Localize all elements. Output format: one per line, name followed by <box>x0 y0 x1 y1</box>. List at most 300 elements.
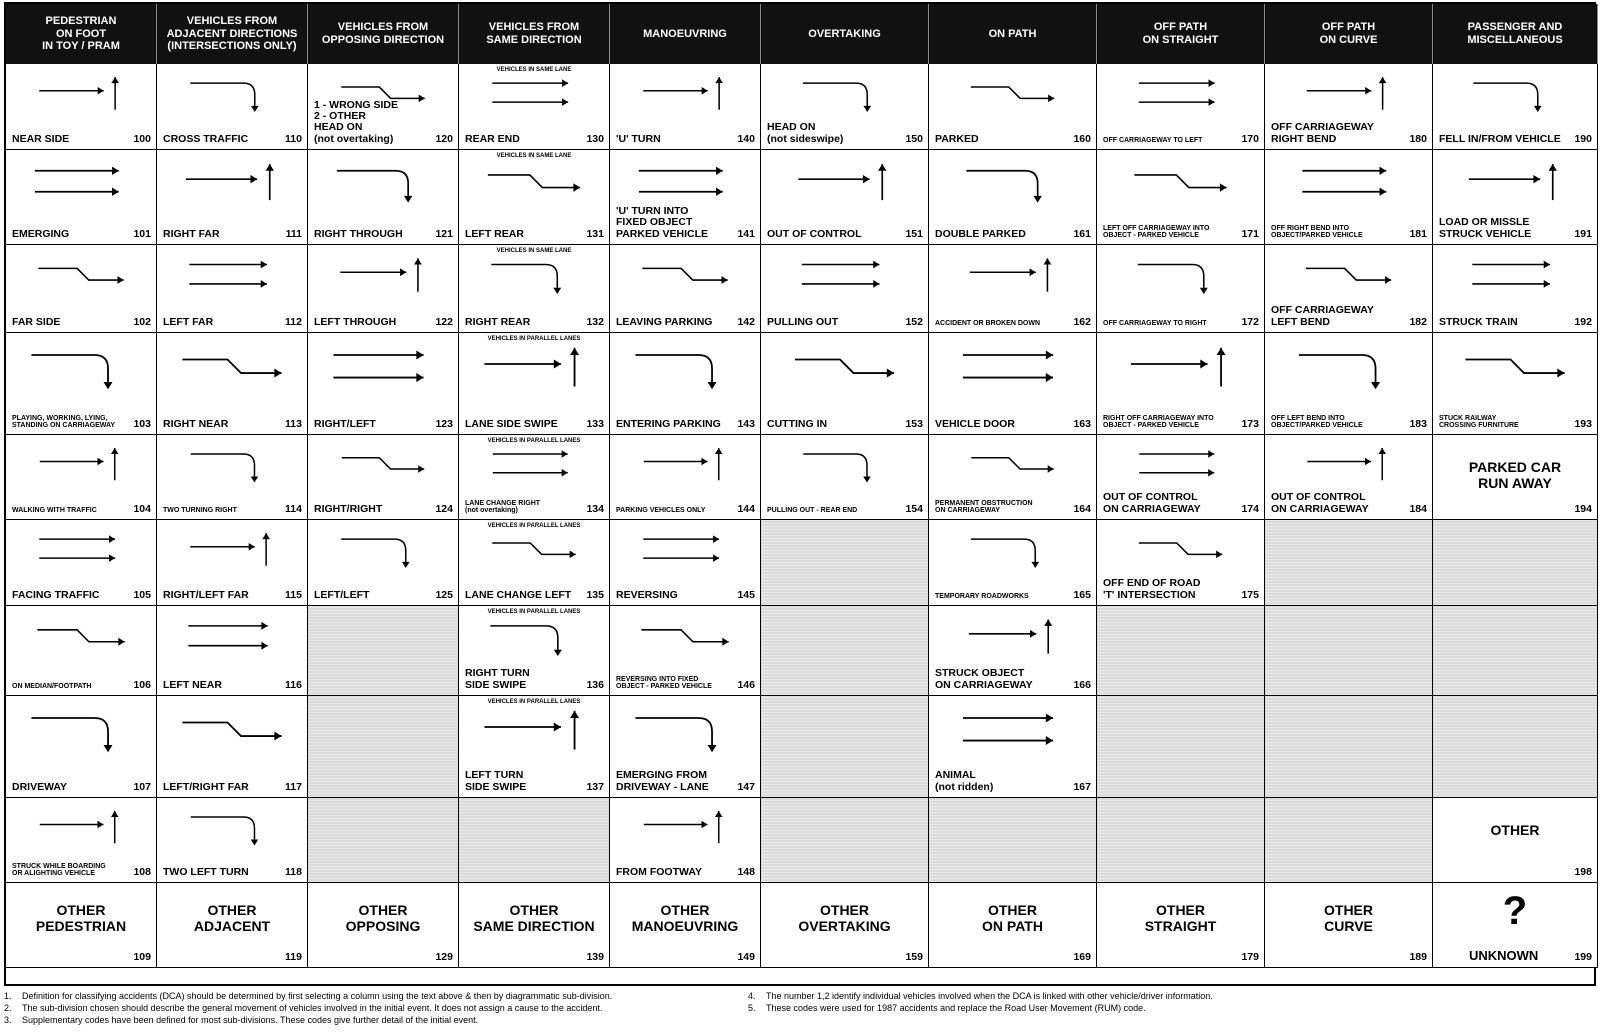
dca-code: 150 <box>905 133 923 145</box>
dca-label: OUT OF CONTROL ON CARRIAGEWAY <box>1103 491 1201 515</box>
dca-code: 148 <box>737 866 755 878</box>
movement-diagram-icon <box>465 68 603 117</box>
dca-code: 190 <box>1574 133 1592 145</box>
movement-diagram-icon <box>1103 337 1258 396</box>
dca-code: 153 <box>905 418 923 430</box>
movement-diagram-icon <box>12 439 150 488</box>
movement-diagram-icon <box>163 249 301 299</box>
movement-diagram-icon <box>1271 249 1426 299</box>
dca-code: 134 <box>586 503 604 515</box>
diagram-note: VEHICLES IN PARALLEL LANES <box>465 438 603 444</box>
movement-diagram-icon <box>12 337 150 396</box>
dca-code: 116 <box>285 679 302 691</box>
movement-diagram-icon <box>163 154 301 209</box>
movement-diagram-icon <box>12 700 150 759</box>
dca-code: 189 <box>1409 951 1427 963</box>
dca-label: TWO TURNING RIGHT <box>163 507 237 515</box>
dca-cell <box>6 883 157 968</box>
movement-diagram-icon <box>1271 68 1426 117</box>
empty-cell <box>1265 696 1433 798</box>
dca-cell <box>157 798 308 883</box>
dca-label: OTHER MANOEUVRING <box>631 901 739 934</box>
diagram-note: VEHICLES IN SAME LANE <box>465 67 603 73</box>
dca-label: PARKING VEHICLES ONLY <box>616 507 706 515</box>
dca-label: REAR END <box>465 132 520 145</box>
dca-label: OTHER PEDESTRIAN <box>35 901 127 934</box>
empty-cell <box>1265 798 1433 883</box>
movement-diagram-icon <box>935 337 1090 396</box>
empty-cell <box>459 798 610 883</box>
dca-cell <box>1097 150 1265 245</box>
column-header: ON PATH <box>929 4 1097 64</box>
dca-code: 122 <box>435 316 453 328</box>
movement-diagram-icon <box>935 154 1090 209</box>
dca-label: NEAR SIDE <box>12 132 70 145</box>
movement-diagram-icon <box>935 68 1090 117</box>
diagram-note: VEHICLES IN PARALLEL LANES <box>465 609 603 615</box>
dca-label: TEMPORARY ROADWORKS <box>935 593 1029 601</box>
dca-cell <box>1433 333 1598 435</box>
empty-cell <box>308 798 459 883</box>
diagram-note: VEHICLES IN PARALLEL LANES <box>465 336 603 342</box>
movement-diagram-icon <box>12 802 150 851</box>
dca-label: RIGHT/LEFT FAR <box>163 588 249 601</box>
dca-label: OFF CARRIAGEWAY LEFT BEND <box>1271 304 1374 328</box>
movement-diagram-icon <box>465 524 603 573</box>
diagram-note: VEHICLES IN SAME LANE <box>465 248 603 254</box>
movement-diagram-icon <box>1271 337 1426 396</box>
movement-diagram-icon <box>616 802 754 851</box>
dca-code: 108 <box>133 866 151 878</box>
dca-label: LEFT FAR <box>163 315 214 328</box>
dca-cell <box>1433 150 1598 245</box>
movement-diagram-icon <box>163 439 301 488</box>
movement-diagram-icon <box>616 337 754 396</box>
dca-code: 160 <box>1073 133 1091 145</box>
movement-diagram-icon <box>465 700 603 759</box>
dca-label: ACCIDENT OR BROKEN DOWN <box>935 320 1040 328</box>
dca-code: 137 <box>586 781 604 793</box>
dca-label: 1 - WRONG SIDE 2 - OTHER HEAD ON (not overtaking) <box>314 98 399 145</box>
dca-label: REVERSING INTO FIXED OBJECT - PARKED VEHICLE <box>616 675 712 691</box>
dca-code: 165 <box>1073 589 1091 601</box>
dca-code: 163 <box>1073 418 1091 430</box>
footnote-text: Definition for classifying accidents (DCA) should be determined by first selecting a column using the text above & then by diagrammatic sub-division. <box>22 991 613 1001</box>
movement-diagram-icon <box>314 439 452 488</box>
dca-code: 123 <box>435 418 453 430</box>
footnote-text: The sub-division chosen should describe the general movement of vehicles involved in the initial event. It does not assign a cause to the accident. <box>22 1003 603 1014</box>
column-header: OFF PATH ON CURVE <box>1265 4 1433 64</box>
dca-code: 166 <box>1073 679 1091 691</box>
dca-code: 102 <box>133 316 151 328</box>
dca-label: RIGHT FAR <box>163 227 220 240</box>
dca-cell <box>459 520 610 606</box>
dca-cell <box>6 333 157 435</box>
column-header: VEHICLES FROM OPPOSING DIRECTION <box>308 4 459 64</box>
dca-cell <box>610 606 761 696</box>
dca-code: 192 <box>1574 316 1592 328</box>
dca-label: DOUBLE PARKED <box>935 227 1026 240</box>
movement-diagram-icon <box>1439 154 1591 209</box>
dca-cell <box>929 333 1097 435</box>
dca-code: 140 <box>737 133 755 145</box>
dca-cell <box>6 150 157 245</box>
dca-label: RIGHT REAR <box>465 315 531 328</box>
footnote-text: These codes were used for 1987 accidents and replace the Road User Movement (RUM) code. <box>766 1003 1146 1014</box>
dca-cell <box>761 435 929 520</box>
dca-label: RIGHT THROUGH <box>314 227 403 240</box>
footnote <box>4 1014 739 1026</box>
movement-diagram-icon <box>767 439 922 488</box>
dca-cell <box>929 696 1097 798</box>
dca-cell <box>761 64 929 150</box>
dca-label: CROSS TRAFFIC <box>163 132 249 145</box>
movement-diagram-icon <box>616 249 754 299</box>
dca-cell <box>308 245 459 333</box>
dca-label: EMERGING FROM DRIVEWAY - LANE <box>616 769 709 793</box>
dca-cell <box>761 150 929 245</box>
dca-label: ENTERING PARKING <box>616 417 721 430</box>
dca-cell <box>1097 883 1265 968</box>
dca-label: ON MEDIAN/FOOTPATH <box>12 683 92 691</box>
dca-label: OFF END OF ROAD 'T' INTERSECTION <box>1103 577 1201 601</box>
dca-code: 103 <box>133 418 151 430</box>
movement-diagram-icon <box>12 68 150 117</box>
footnote-number: 4. <box>748 991 756 1001</box>
movement-diagram-icon <box>767 249 922 299</box>
movement-diagram-icon <box>163 524 301 573</box>
dca-code: 143 <box>737 418 755 430</box>
movement-diagram-icon <box>935 700 1090 759</box>
dca-code: 147 <box>737 781 755 793</box>
dca-code: 172 <box>1241 316 1259 328</box>
empty-cell <box>1097 696 1265 798</box>
movement-diagram-icon <box>314 249 452 299</box>
dca-cell <box>1265 333 1433 435</box>
footnote <box>748 1002 1588 1014</box>
footnote-number: 5. <box>748 1003 756 1014</box>
movement-diagram-icon <box>163 68 301 117</box>
movement-diagram-icon <box>1103 249 1258 299</box>
dca-label: LEFT/RIGHT FAR <box>163 780 249 793</box>
movement-diagram-icon <box>1103 524 1258 573</box>
dca-cell <box>929 520 1097 606</box>
movement-diagram-icon <box>12 610 150 662</box>
movement-diagram-icon <box>1439 68 1591 117</box>
dca-code: 119 <box>285 951 302 963</box>
dca-cell <box>610 245 761 333</box>
dca-code: 171 <box>1241 228 1259 240</box>
dca-cell <box>1433 245 1598 333</box>
dca-cell <box>929 150 1097 245</box>
dca-cell <box>157 520 308 606</box>
dca-cell <box>610 150 761 245</box>
dca-code: 129 <box>435 951 453 963</box>
column-header: VEHICLES FROM ADJACENT DIRECTIONS (INTERSECTIONS ONLY) <box>157 4 308 64</box>
dca-label: FELL IN/FROM VEHICLE <box>1439 132 1561 145</box>
dca-label: LANE CHANGE RIGHT (not overtaking) <box>465 499 541 515</box>
dca-code: 139 <box>586 951 604 963</box>
dca-cell <box>929 606 1097 696</box>
dca-cell <box>308 64 459 150</box>
column-header: VEHICLES FROM SAME DIRECTION <box>459 4 610 64</box>
dca-cell <box>6 798 157 883</box>
dca-label: LEFT/LEFT <box>314 588 370 601</box>
dca-label: 'U' TURN INTO FIXED OBJECT PARKED VEHICLE <box>616 205 708 240</box>
dca-code: 131 <box>586 228 604 240</box>
dca-label: LOAD OR MISSLE STRUCK VEHICLE <box>1439 216 1532 240</box>
dca-label: EMERGING <box>12 227 70 240</box>
dca-code: 199 <box>1574 951 1592 963</box>
footnotes-right <box>748 990 1588 1014</box>
dca-code: 180 <box>1409 133 1427 145</box>
dca-label: REVERSING <box>616 588 678 601</box>
movement-diagram-icon <box>935 524 1090 573</box>
movement-diagram-icon <box>767 154 922 209</box>
dca-label: OUT OF CONTROL ON CARRIAGEWAY <box>1271 491 1369 515</box>
dca-label: OTHER ON PATH <box>982 901 1043 934</box>
dca-cell <box>6 520 157 606</box>
dca-code: 145 <box>737 589 755 601</box>
dca-code: 117 <box>285 781 302 793</box>
footnote-number: 1. <box>4 991 12 1001</box>
movement-diagram-icon <box>616 68 754 117</box>
dca-code: 181 <box>1409 228 1427 240</box>
movement-diagram-icon <box>12 154 150 209</box>
dca-label: OTHER CURVE <box>1324 901 1373 934</box>
dca-label: FACING TRAFFIC <box>12 588 100 601</box>
dca-cell <box>1097 64 1265 150</box>
movement-diagram-icon <box>12 249 150 299</box>
dca-cell <box>1433 883 1598 968</box>
dca-cell <box>610 696 761 798</box>
empty-cell <box>761 606 929 696</box>
movement-diagram-icon <box>935 439 1090 488</box>
question-mark-icon: ? <box>1502 888 1528 933</box>
dca-code: 133 <box>586 418 604 430</box>
movement-diagram-icon <box>1271 439 1426 488</box>
dca-code: 169 <box>1073 951 1091 963</box>
dca-code: 193 <box>1574 418 1592 430</box>
dca-code: 175 <box>1241 589 1259 601</box>
dca-code: 130 <box>586 133 604 145</box>
dca-cell <box>610 798 761 883</box>
empty-cell <box>1433 520 1598 606</box>
dca-cell <box>1097 245 1265 333</box>
dca-label: RIGHT/LEFT <box>314 417 376 430</box>
dca-label: LEFT REAR <box>465 227 524 240</box>
column-header: PASSENGER AND MISCELLANEOUS <box>1433 4 1598 64</box>
empty-cell <box>1097 798 1265 883</box>
dca-code: 115 <box>285 589 302 601</box>
column-header: OFF PATH ON STRAIGHT <box>1097 4 1265 64</box>
empty-cell <box>1265 606 1433 696</box>
dca-code: 105 <box>133 589 151 601</box>
dca-label: STRUCK WHILE BOARDING OR ALIGHTING VEHICLE <box>12 862 106 878</box>
movement-diagram-icon <box>935 249 1090 299</box>
dca-code: 107 <box>133 781 151 793</box>
dca-code: 184 <box>1409 503 1427 515</box>
dca-grid <box>4 2 1596 986</box>
movement-diagram-icon <box>616 439 754 488</box>
dca-code: 112 <box>285 316 302 328</box>
dca-cell <box>1265 245 1433 333</box>
dca-cell <box>1433 435 1598 520</box>
movement-diagram-icon <box>1103 439 1258 488</box>
movement-diagram-icon <box>935 610 1090 662</box>
dca-label: OFF RIGHT BEND INTO OBJECT/PARKED VEHICLE <box>1271 224 1363 240</box>
dca-label: 'U' TURN <box>616 132 661 145</box>
dca-cell <box>308 520 459 606</box>
dca-cell <box>610 520 761 606</box>
dca-cell <box>157 883 308 968</box>
dca-cell <box>459 606 610 696</box>
dca-cell <box>1097 333 1265 435</box>
dca-code: 135 <box>586 589 604 601</box>
empty-cell <box>761 520 929 606</box>
dca-code: 100 <box>133 133 151 145</box>
diagram-note: VEHICLES IN SAME LANE <box>465 153 603 159</box>
movement-diagram-icon <box>163 337 301 396</box>
movement-diagram-icon <box>1103 68 1258 117</box>
empty-cell <box>308 696 459 798</box>
dca-label: OTHER <box>1490 821 1540 838</box>
dca-cell <box>157 696 308 798</box>
dca-label: PERMANENT OBSTRUCTION ON CARRIAGEWAY <box>935 499 1033 515</box>
dca-code: 104 <box>133 503 151 515</box>
column-header: MANOEUVRING <box>610 4 761 64</box>
dca-label: OFF LEFT BEND INTO OBJECT/PARKED VEHICLE <box>1271 414 1363 430</box>
dca-code: 198 <box>1574 866 1592 878</box>
dca-cell <box>459 435 610 520</box>
empty-cell <box>761 798 929 883</box>
dca-cell <box>1265 435 1433 520</box>
dca-cell <box>761 333 929 435</box>
dca-cell <box>1097 520 1265 606</box>
dca-label: RIGHT/RIGHT <box>314 502 383 515</box>
dca-label: ANIMAL (not ridden) <box>935 769 994 793</box>
dca-code: 159 <box>905 951 923 963</box>
empty-cell <box>308 606 459 696</box>
dca-cell <box>459 150 610 245</box>
movement-diagram-icon <box>767 68 922 117</box>
dca-label: PULLING OUT - REAR END <box>767 507 858 515</box>
dca-cell <box>610 64 761 150</box>
column-header: PEDESTRIAN ON FOOT IN TOY / PRAM <box>6 4 157 64</box>
dca-code: 164 <box>1073 503 1091 515</box>
dca-cell <box>1433 64 1598 150</box>
dca-code: 106 <box>133 679 151 691</box>
dca-cell <box>459 245 610 333</box>
dca-cell <box>157 245 308 333</box>
dca-cell <box>308 435 459 520</box>
dca-cell <box>459 696 610 798</box>
dca-code: 182 <box>1409 316 1427 328</box>
dca-label: FROM FOOTWAY <box>616 865 702 878</box>
dca-cell <box>459 64 610 150</box>
movement-diagram-icon <box>314 337 452 396</box>
dca-code: 194 <box>1574 503 1592 515</box>
dca-code: 144 <box>737 503 755 515</box>
dca-cell <box>6 245 157 333</box>
dca-code: 109 <box>133 951 151 963</box>
dca-label: DRIVEWAY <box>12 780 68 793</box>
dca-cell <box>308 883 459 968</box>
dca-cell <box>157 150 308 245</box>
dca-label: HEAD ON (not sideswipe) <box>767 121 844 145</box>
dca-label: RIGHT OFF CARRIAGEWAY INTO OBJECT - PARKED VEHICLE <box>1103 414 1214 430</box>
dca-code: 174 <box>1241 503 1259 515</box>
movement-diagram-icon <box>1271 154 1426 209</box>
dca-label: PARKED <box>935 132 979 145</box>
movement-diagram-icon <box>616 154 754 209</box>
dca-code: 113 <box>285 418 302 430</box>
movement-diagram-icon <box>163 700 301 759</box>
dca-code: 136 <box>586 679 604 691</box>
dca-code: 173 <box>1241 418 1259 430</box>
dca-label: OFF CARRIAGEWAY RIGHT BEND <box>1271 121 1374 145</box>
dca-code: 170 <box>1241 133 1259 145</box>
diagram-note: VEHICLES IN PARALLEL LANES <box>465 699 603 705</box>
dca-label: FAR SIDE <box>12 315 61 328</box>
movement-diagram-icon <box>12 524 150 573</box>
movement-diagram-icon <box>465 439 603 488</box>
dca-cell <box>1433 798 1598 883</box>
footnote-number: 3. <box>4 1015 12 1026</box>
footnotes-left <box>4 990 739 1026</box>
dca-code: 167 <box>1073 781 1091 793</box>
dca-cell <box>761 245 929 333</box>
dca-label: OTHER STRAIGHT <box>1144 901 1217 934</box>
dca-label: LEFT THROUGH <box>314 315 397 328</box>
dca-cell <box>308 333 459 435</box>
dca-cell <box>1265 883 1433 968</box>
dca-code: 125 <box>435 589 453 601</box>
dca-code: 191 <box>1574 228 1592 240</box>
dca-cell <box>6 64 157 150</box>
dca-label: OTHER ADJACENT <box>193 901 271 934</box>
footnote-text: The number 1,2 identify individual vehicles involved when the DCA is linked with other vehicle/driver information. <box>766 991 1213 1001</box>
dca-code: 151 <box>905 228 923 240</box>
movement-diagram-icon <box>314 524 452 573</box>
empty-cell <box>1265 520 1433 606</box>
dca-cell <box>610 333 761 435</box>
dca-label: LANE SIDE SWIPE <box>465 417 558 430</box>
dca-code: 111 <box>285 228 302 240</box>
movement-diagram-icon <box>616 700 754 759</box>
empty-cell <box>929 798 1097 883</box>
dca-cell <box>6 435 157 520</box>
dca-label: WALKING WITH TRAFFIC <box>12 507 97 515</box>
footnote <box>748 990 1588 1002</box>
dca-code: 146 <box>737 679 755 691</box>
dca-code: 162 <box>1073 316 1091 328</box>
movement-diagram-icon <box>163 610 301 662</box>
dca-label: LEFT NEAR <box>163 678 222 691</box>
dca-label: OUT OF CONTROL <box>767 227 862 240</box>
dca-label: OTHER OPPOSING <box>345 901 421 934</box>
dca-code: 124 <box>435 503 453 515</box>
dca-code: 110 <box>285 133 302 145</box>
movement-diagram-icon <box>616 524 754 573</box>
dca-cell <box>157 333 308 435</box>
movement-diagram-icon <box>616 610 754 662</box>
dca-label: PARKED CAR RUN AWAY <box>1468 458 1562 491</box>
dca-cell <box>1265 64 1433 150</box>
empty-cell <box>1097 606 1265 696</box>
dca-cell <box>6 696 157 798</box>
movement-diagram-icon <box>1439 249 1591 299</box>
